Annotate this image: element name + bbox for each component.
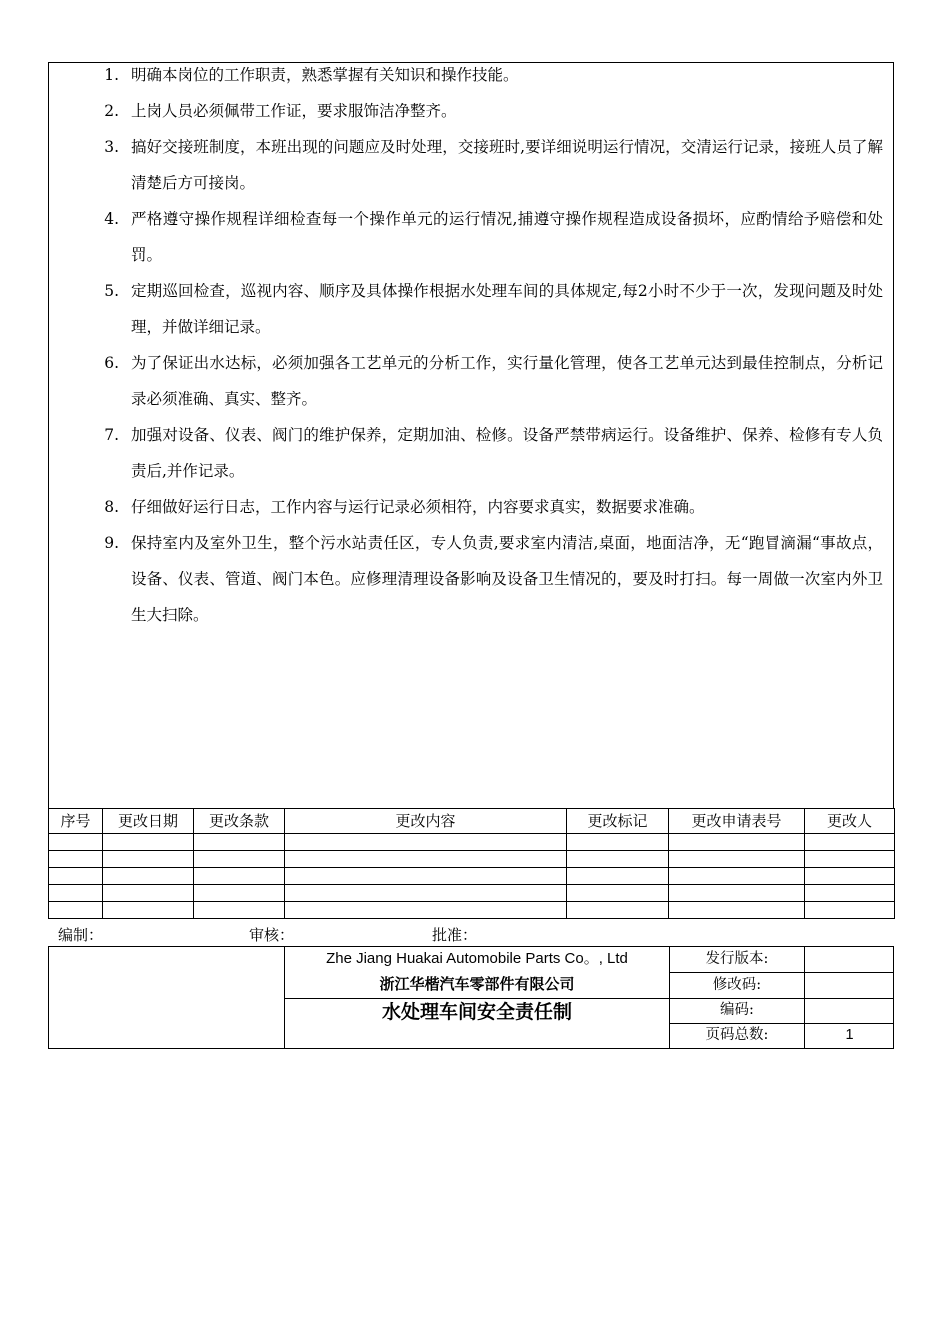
table-cell bbox=[49, 868, 103, 885]
table-cell bbox=[49, 834, 103, 851]
header-mark: 更改标记 bbox=[567, 809, 669, 834]
rule-number: 5. bbox=[104, 282, 119, 300]
table-cell bbox=[285, 834, 567, 851]
rule-text: 定期巡回检查，巡视内容、顺序及具体操作根据水处理车间的具体规定,每2小时不少于一次，发现问题及时处理，并做详细记录。 bbox=[131, 282, 883, 336]
table-cell bbox=[285, 868, 567, 885]
approved-by-label: 批准： bbox=[432, 926, 478, 944]
table-cell bbox=[567, 885, 669, 902]
rule-item bbox=[49, 129, 893, 201]
meta-value: 1 bbox=[845, 1027, 854, 1043]
table-cell bbox=[49, 851, 103, 868]
company-cell bbox=[285, 947, 669, 999]
rule-item bbox=[49, 201, 893, 273]
change-log-header-row bbox=[49, 809, 895, 834]
header-clause: 更改条款 bbox=[194, 809, 285, 834]
table-cell bbox=[285, 902, 567, 919]
rule-number: 9. bbox=[104, 534, 119, 552]
table-row bbox=[49, 834, 895, 851]
table-cell bbox=[805, 885, 895, 902]
responsibility-content-box bbox=[48, 62, 894, 808]
rule-text: 为了保证出水达标，必须加强各工艺单元的分析工作，实行量化管理，使各工艺单元达到最佳控制点，分析记录必须准确、真实、整齐。 bbox=[131, 354, 883, 408]
rule-item bbox=[49, 93, 893, 129]
header-content: 更改内容 bbox=[285, 809, 567, 834]
table-cell bbox=[194, 868, 285, 885]
table-cell bbox=[103, 851, 194, 868]
meta-value bbox=[805, 947, 894, 972]
rule-text: 严格遵守操作规程详细检查每一个操作单元的运行情况,捕遵守操作规程造成设备损坏，应酌情给予赔偿和处罚。 bbox=[131, 210, 883, 264]
rules-list bbox=[49, 63, 893, 633]
rule-text: 保持室内及室外卫生，整个污水站责任区，专人负责,要求室内清洁,桌面，地面洁净，无“跑冒滴漏“事故点，设备、仪表、管道、阀门本色。应修理清理设备影响及设备卫生情况的，要及时打扫。每一周做一次室内外卫生大扫除。 bbox=[131, 534, 883, 624]
rule-number: 4. bbox=[104, 210, 119, 228]
rule-item bbox=[49, 345, 893, 417]
table-cell bbox=[103, 834, 194, 851]
header-request-no: 更改申请表号 bbox=[669, 809, 805, 834]
table-row bbox=[49, 868, 895, 885]
meta-value bbox=[805, 973, 894, 998]
rule-text: 上岗人员必须佩带工作证，要求服饰洁净整齐。 bbox=[131, 102, 457, 120]
table-cell bbox=[567, 851, 669, 868]
rule-item bbox=[49, 525, 893, 633]
document-meta bbox=[669, 947, 894, 1048]
rule-text: 搞好交接班制度，本班出现的问题应及时处理，交接班时,要详细说明运行情况，交清运行记录，接班人员了解清楚后方可接岗。 bbox=[131, 138, 883, 192]
meta-row-version bbox=[670, 947, 894, 973]
rule-text: 加强对设备、仪表、阀门的维护保养，定期加油、检修。设备严禁带病运行。设备维护、保养、检修有专人负责后,并作记录。 bbox=[131, 426, 883, 480]
meta-row-code bbox=[670, 998, 894, 1024]
table-cell bbox=[194, 834, 285, 851]
table-cell bbox=[194, 851, 285, 868]
header-seq: 序号 bbox=[49, 809, 103, 834]
rule-item bbox=[49, 273, 893, 345]
document-title: 水处理车间安全责任制 bbox=[381, 1001, 572, 1023]
table-cell bbox=[567, 868, 669, 885]
table-cell bbox=[805, 868, 895, 885]
table-cell bbox=[49, 885, 103, 902]
table-cell bbox=[669, 868, 805, 885]
table-cell bbox=[285, 851, 567, 868]
table-cell bbox=[194, 902, 285, 919]
header-date: 更改日期 bbox=[103, 809, 194, 834]
rule-item bbox=[49, 417, 893, 489]
company-name-cn: 浙江华楷汽车零部件有限公司 bbox=[379, 975, 575, 993]
table-cell bbox=[567, 902, 669, 919]
table-cell bbox=[805, 834, 895, 851]
table-cell bbox=[103, 885, 194, 902]
reviewed-by-label: 审核： bbox=[249, 926, 295, 944]
table-cell bbox=[103, 868, 194, 885]
meta-row-revision bbox=[670, 973, 894, 999]
company-name-en: Zhe Jiang Huakai Automobile Parts Co。, Ltd bbox=[326, 950, 628, 967]
table-cell bbox=[669, 834, 805, 851]
meta-label: 修改码: bbox=[670, 973, 805, 998]
table-cell bbox=[49, 902, 103, 919]
rule-item bbox=[49, 489, 893, 525]
rule-item bbox=[49, 57, 893, 93]
table-cell bbox=[669, 902, 805, 919]
table-cell bbox=[805, 851, 895, 868]
change-log-table bbox=[48, 808, 895, 919]
table-cell bbox=[285, 885, 567, 902]
signature-line bbox=[58, 924, 898, 944]
table-row bbox=[49, 902, 895, 919]
table-row bbox=[49, 851, 895, 868]
table-cell bbox=[669, 885, 805, 902]
rule-number: 7. bbox=[104, 426, 119, 444]
meta-value bbox=[805, 998, 894, 1023]
header-changer: 更改人 bbox=[805, 809, 895, 834]
prepared-by-label: 编制： bbox=[58, 926, 104, 944]
rule-text: 明确本岗位的工作职责，熟悉掌握有关知识和操作技能。 bbox=[131, 66, 519, 84]
table-cell bbox=[103, 902, 194, 919]
rule-number: 1. bbox=[104, 66, 119, 84]
rule-number: 6. bbox=[104, 354, 119, 372]
document-footer bbox=[48, 946, 894, 1049]
rule-number: 3. bbox=[104, 138, 119, 156]
logo-cell bbox=[49, 947, 285, 1048]
table-cell bbox=[194, 885, 285, 902]
meta-row-pages bbox=[670, 1023, 894, 1048]
meta-label: 编码: bbox=[670, 998, 805, 1023]
table-cell bbox=[567, 834, 669, 851]
table-cell bbox=[805, 902, 895, 919]
meta-label: 发行版本: bbox=[670, 947, 805, 972]
rule-text: 仔细做好运行日志，工作内容与运行记录必须相符，内容要求真实，数据要求准确。 bbox=[131, 498, 705, 516]
table-cell bbox=[669, 851, 805, 868]
rule-number: 2. bbox=[104, 102, 119, 120]
rule-number: 8. bbox=[104, 498, 119, 516]
table-row bbox=[49, 885, 895, 902]
meta-label: 页码总数: bbox=[670, 1023, 805, 1048]
